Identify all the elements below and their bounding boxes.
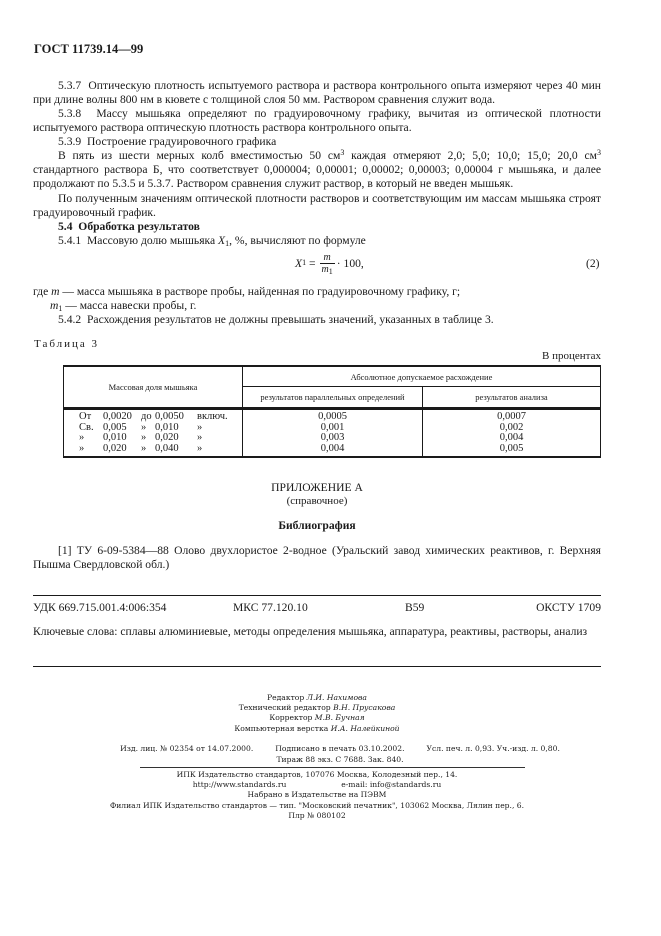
variable: X [218, 234, 226, 247]
email-link[interactable]: e-mail: info@standards.ru [341, 780, 442, 790]
keywords: Ключевые слова: сплавы алюминиевые, методы определения мышьяка, аппаратура, реактивы, растворы, анализ [33, 625, 588, 638]
range-part: » [197, 421, 203, 433]
equation-number: (2) [586, 257, 600, 270]
where-text: — масса навески пробы, г. [62, 299, 197, 312]
range-part: 0,020 [103, 442, 127, 454]
formula-multiplier: · 100, [336, 256, 364, 270]
section-5-4-1 [33, 234, 601, 248]
subscript: 1 [225, 239, 230, 248]
range-part: » [197, 432, 203, 443]
bibliography-entry: [1] ТУ 6-09-5384—88 Олово двухлористое 2-водное (Уральский завод химических реактивов, г. Верхняя Пышма Свердловской обл.) [33, 544, 601, 572]
range-part: 0,020 [155, 432, 179, 443]
section-5-4-2 [33, 313, 601, 327]
credit-corrector [33, 713, 601, 723]
range-part: » [141, 421, 147, 433]
udk-code: УДК 669.715.001.4:006:354 [33, 601, 167, 614]
range-row [79, 433, 227, 444]
paragraph-text: В пять из шести мерных колб вместимостью 50 см [58, 149, 341, 162]
credit-layout [33, 724, 601, 734]
divider [140, 767, 525, 768]
where-line-2 [50, 299, 600, 313]
mass-fraction-cell [64, 409, 243, 458]
credit-name: И.А. Налейкиной [330, 723, 400, 733]
section-number: 5.4.1 [58, 234, 82, 247]
parallel-value: 0,004 [320, 442, 345, 454]
divider [33, 666, 601, 667]
parallel-cell [243, 409, 423, 458]
classification-row [33, 601, 601, 614]
section-text: Оптическую плотность испытуемого раствора и раствора контрольного опыта измеряют через 40 мин при длине волны 800 нм в кювете с толщиной слоя 50 мм. Раствором сравнения служит вода. [33, 79, 602, 107]
paragraph-text: стандартного раствора Б, что соответствует 0,000004; 0,00001; 0,00002; 0,00003; 0,00004 г мышьяка, и далее продолжают по 5.3.5 и 5.3.7. Раствором сравнения служит раствор, в который не введен мышьяк. [33, 163, 601, 191]
table-units: В процентах [542, 350, 601, 362]
formula: X 1 = $\frac{m}{m_1}$ · 100, [295, 251, 364, 276]
analysis-value: 0,004 [499, 432, 524, 443]
analysis-value: 0,002 [499, 421, 524, 433]
credits [33, 693, 601, 734]
range-part: 0,0020 [103, 411, 132, 422]
range-part: От [79, 411, 92, 422]
parallel-value: 0,0005 [318, 411, 347, 422]
signed-date: Подписано в печать 03.10.2002. [275, 744, 405, 753]
fraction [320, 252, 335, 275]
superscript: 3 [340, 148, 345, 157]
credit-name: В.Н. Прусакова [333, 703, 396, 713]
analysis-value: 0,005 [499, 442, 524, 454]
credit-role: Технический редактор [238, 703, 334, 713]
header-parallel: результатов параллельных определений [243, 387, 423, 409]
range-part: до [141, 411, 152, 422]
okstu-code: ОКСТУ 1709 [536, 601, 601, 614]
typeset-note: Набрано в Издательстве на ПЭВМ [247, 790, 387, 800]
paragraph-text: каждая отмеряют 2,0; 5,0; 10,0; 15,0; 20,0 см [344, 149, 597, 162]
section-number: 5.3.7 [58, 79, 82, 92]
equals-sign: = [309, 256, 316, 270]
section-5-3-7 [33, 79, 601, 107]
document-header: ГОСТ 11739.14—99 [34, 42, 144, 56]
range-part: » [141, 442, 147, 454]
section-number: 5.3.9 [58, 135, 82, 148]
publisher: ИПК Издательство стандартов, 107076 Москва, Колодезный пер., 14. [176, 770, 458, 779]
calibration-paragraph [33, 149, 601, 192]
range-part: » [197, 442, 203, 454]
range-part: 0,005 [103, 421, 127, 433]
denominator-var: m [321, 263, 329, 275]
printer-info [33, 770, 601, 821]
range-part: 0,010 [103, 432, 127, 443]
publication-info [100, 744, 580, 765]
where-text: — масса мышьяка в растворе пробы, найденная по градуировочному графику, г; [59, 285, 461, 298]
parallel-value: 0,003 [320, 432, 345, 443]
credit-tech-editor [33, 703, 601, 713]
range-row [79, 444, 227, 455]
section-number: 5.3.8 [58, 107, 82, 120]
section-5-3-8 [33, 107, 601, 135]
category-code: В59 [405, 601, 425, 614]
range-part: Св. [79, 421, 94, 433]
range-part: » [79, 432, 85, 443]
branch-info: Филиал ИПК Издательство стандартов — тип. "Московский печатник", 103062 Москва, Лялин пер., 6. [109, 800, 525, 810]
section-text: Расхождения результатов не должны превышать значений, указанных в таблице 3. [86, 313, 494, 326]
bibliography-title: Библиография [278, 519, 356, 532]
range-row [79, 423, 227, 434]
section-number: 5.4 [58, 220, 73, 233]
subscript: 1 [58, 304, 63, 313]
section-title: Построение градуировочного графика [86, 135, 277, 148]
section-5-3-9 [33, 135, 601, 149]
section-text: Массовую долю мышьяка [86, 234, 219, 247]
mks-code: МКС 77.120.10 [233, 601, 308, 614]
graph-paragraph: По полученным значениям оптической плотности растворов и соответствующим им массам мышьяка строят градуировочный график. [33, 192, 601, 220]
credit-role: Редактор [267, 693, 307, 702]
credit-name: М.В. Бучная [314, 713, 365, 723]
appendix-subtitle: (справочное) [286, 495, 348, 507]
credit-role: Корректор [269, 713, 315, 723]
range-part: включ. [197, 411, 228, 422]
credit-name: Л.И. Нахимова [306, 693, 367, 702]
where-prefix: где [33, 285, 52, 298]
credit-editor [33, 693, 601, 703]
credit-role: Компьютерная верстка [234, 723, 331, 733]
table-3 [63, 365, 601, 458]
section-number: 5.4.2 [58, 313, 82, 326]
variable: m [51, 285, 60, 298]
section-title: Обработка результатов [78, 220, 200, 233]
contacts [33, 780, 601, 790]
divider [33, 595, 601, 596]
plr-number: Плр № 080102 [288, 810, 346, 820]
range-part: » [141, 432, 147, 443]
where-line-1 [33, 285, 601, 299]
superscript: 3 [597, 148, 601, 157]
numerator: m [323, 251, 331, 263]
table-caption: Таблица 3 [34, 338, 100, 350]
sheets: Усл. печ. л. 0,93. Уч.-изд. л. 0,80. [426, 744, 560, 753]
subscript: 1 [328, 266, 333, 276]
section-text: , %, вычисляют по формуле [229, 234, 366, 247]
formula-lhs: X [295, 256, 303, 270]
range-row [79, 412, 227, 423]
parallel-value: 0,001 [320, 421, 345, 433]
header-mass-fraction: Массовая доля мышьяка [64, 366, 243, 409]
section-text: Массу мышьяка определяют по градуировочному графику, вычитая из оптической плотности испытуемого раствора оптическую плотность раствора контрольного опыта. [33, 107, 602, 135]
analysis-cell [423, 409, 601, 458]
analysis-value: 0,0007 [497, 411, 526, 422]
print-run: Тираж 88 экз. С 7688. Зак. 840. [276, 754, 404, 764]
range-part: » [79, 442, 85, 454]
denominator [320, 263, 335, 275]
appendix-title: ПРИЛОЖЕНИЕ А [271, 481, 363, 494]
header-group: Абсолютное допускаемое расхождение [243, 366, 601, 387]
range-part: 0,040 [155, 442, 179, 454]
variable: m [50, 299, 59, 312]
header-analysis: результатов анализа [423, 387, 601, 409]
website-link[interactable]: http://www.standards.ru [192, 780, 287, 790]
license: Изд. лиц. № 02354 от 14.07.2000. [120, 744, 254, 753]
publication-row [100, 744, 580, 755]
section-5-4 [33, 220, 601, 234]
range-part: 0,0050 [155, 411, 184, 422]
range-part: 0,010 [155, 421, 179, 433]
